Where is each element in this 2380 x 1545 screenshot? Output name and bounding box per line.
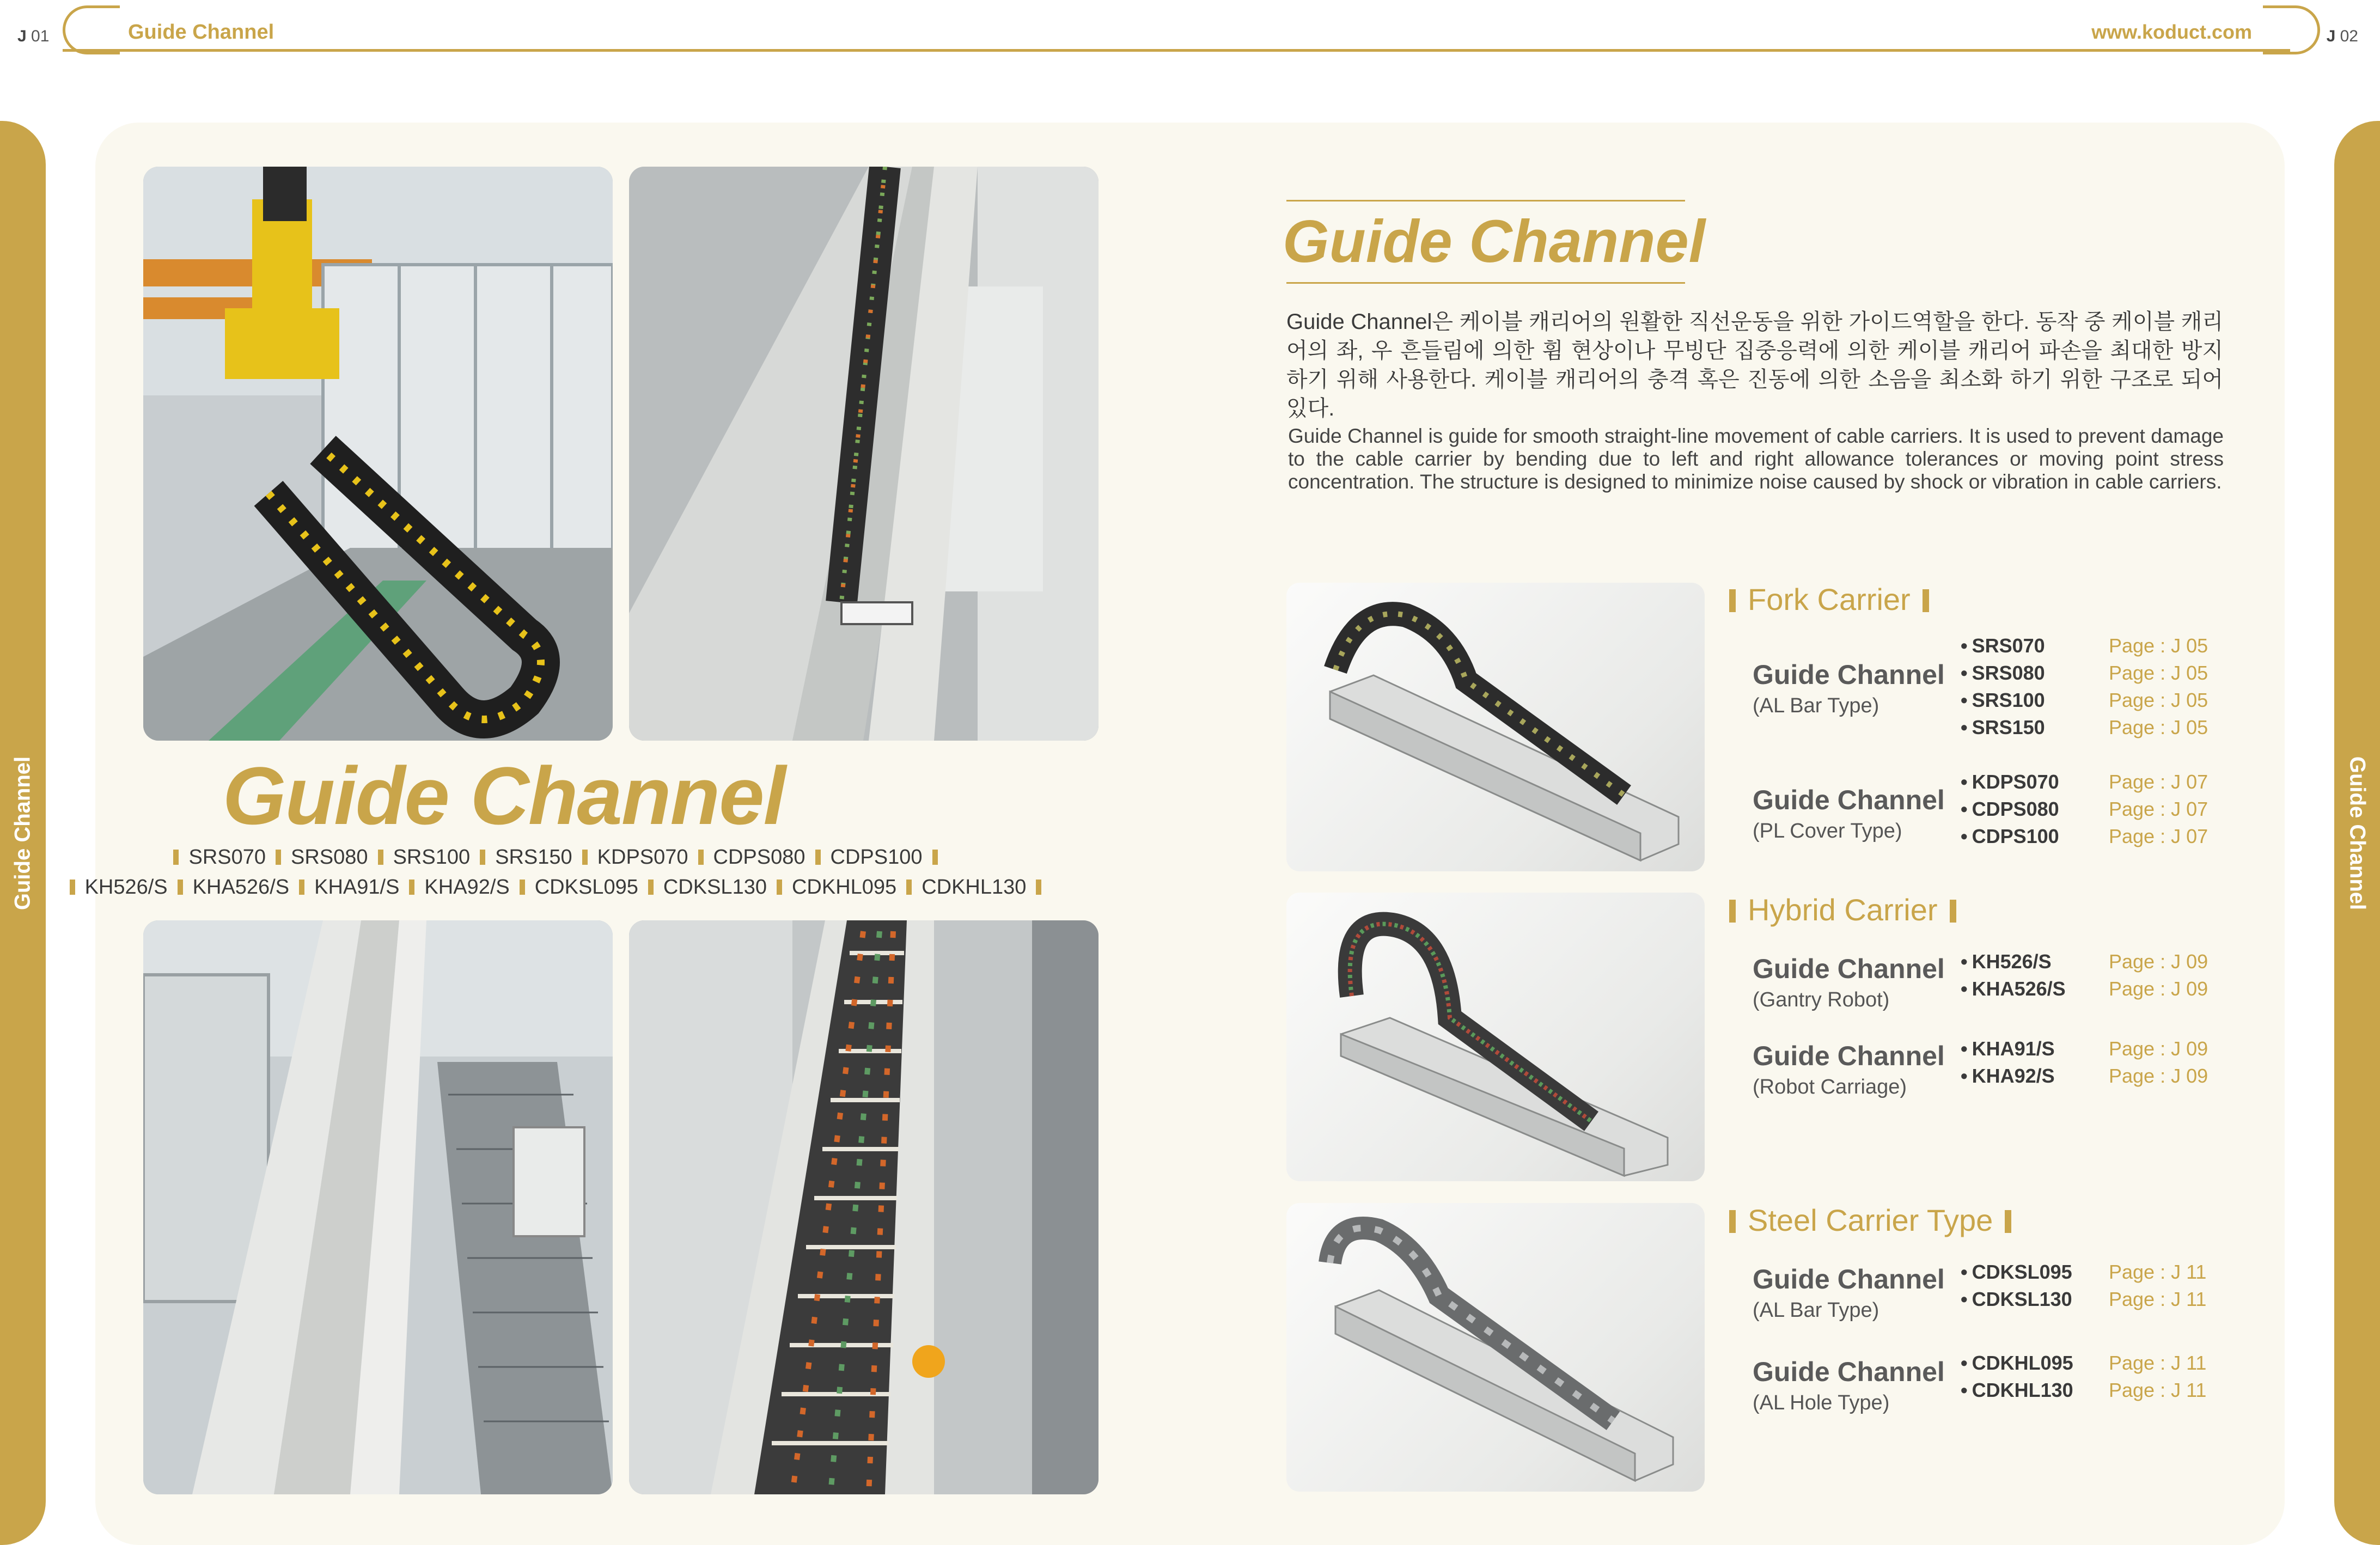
header-curve-right: [2263, 5, 2320, 54]
header-url-link[interactable]: www.koduct.com: [2091, 21, 2252, 43]
model-name: SRS150: [1972, 716, 2045, 738]
model-link[interactable]: [1961, 1261, 2072, 1284]
separator-bar: [698, 850, 704, 865]
bullet-icon: •: [1961, 662, 1968, 684]
photo-carrier-in-channel: [629, 920, 1099, 1494]
model-link[interactable]: [1961, 825, 2059, 848]
model-link[interactable]: [1961, 950, 2052, 973]
model-link[interactable]: [1961, 716, 2045, 739]
bullet-icon: •: [1961, 978, 1968, 1000]
separator-bar: [520, 880, 525, 895]
page-reference-link[interactable]: Page : J 09: [2109, 1065, 2208, 1087]
model-name: CDKHL130: [1972, 1379, 2073, 1401]
group-name: Guide Channel: [1753, 1357, 1945, 1387]
page-reference-link[interactable]: Page : J 05: [2109, 689, 2208, 711]
separator-bar: [582, 850, 588, 865]
page-reference-link[interactable]: Page : J 11: [2109, 1352, 2207, 1374]
model-tag[interactable]: CDKSL130: [663, 876, 767, 899]
model-link[interactable]: [1961, 1037, 2055, 1060]
right-title: Guide Channel: [1283, 208, 1706, 275]
model-tag[interactable]: SRS070: [188, 846, 266, 869]
page-number-left: J 01: [17, 27, 50, 45]
bullet-icon: •: [1961, 1379, 1968, 1401]
bullet-icon: •: [1961, 771, 1968, 793]
category-title-text: Hybrid Carrier: [1748, 893, 1938, 927]
left-big-title: Guide Channel: [222, 750, 785, 841]
model-link[interactable]: [1961, 978, 2066, 1000]
page-reference-link[interactable]: Page : J 09: [2109, 978, 2208, 1000]
model-name: KHA526/S: [1972, 978, 2066, 1000]
title-bar-right: [2005, 1210, 2011, 1233]
separator-bar: [1036, 880, 1041, 895]
page-reference-link[interactable]: Page : J 11: [2109, 1261, 2207, 1283]
model-link[interactable]: [1961, 689, 2045, 712]
group-name: Guide Channel: [1753, 785, 1945, 815]
group-subtype: (AL Hole Type): [1753, 1391, 1890, 1414]
model-name: SRS080: [1972, 662, 2045, 684]
side-tab-right[interactable]: [2334, 121, 2380, 1545]
page-reference-link[interactable]: Page : J 07: [2109, 825, 2208, 847]
photo-channel-top-view: [629, 167, 1099, 741]
separator-bar: [378, 850, 383, 865]
model-name: CDKSL130: [1972, 1288, 2072, 1310]
photo-robot-arm-carrier: [143, 167, 613, 741]
header-section-title: Guide Channel: [128, 21, 274, 44]
category-title-text: Steel Carrier Type: [1748, 1203, 1993, 1237]
separator-bar: [480, 850, 485, 865]
separator-bar: [906, 880, 912, 895]
category-title: [1729, 1202, 2011, 1238]
model-tag[interactable]: CDKSL095: [534, 876, 638, 899]
separator-bar: [178, 880, 183, 895]
bullet-icon: •: [1961, 1288, 1968, 1310]
bullet-icon: •: [1961, 634, 1968, 657]
model-tag[interactable]: SRS150: [495, 846, 572, 869]
model-link[interactable]: [1961, 1288, 2072, 1311]
image-hybrid-carrier-channel: [1286, 893, 1705, 1181]
bullet-icon: •: [1961, 689, 1968, 711]
description-korean: Guide Channel은 케이블 캐리어의 원활한 직선운동을 위한 가이드역할을 한다. 동작 중 케이블 캐리어의 좌, 우 흔들림에 의한 휨 현상이나 무빙단 집중응력에 의한 케이블 캐리어 파손을 최대한 방지 하기 위해 사용한다. 케이블 캐리어의 충격 혹은 진동에 의한 소음을 최소화 하기 위한 구조로 되어 있다.: [1286, 310, 2223, 420]
bullet-icon: •: [1961, 1352, 1968, 1374]
model-link[interactable]: [1961, 634, 2045, 657]
title-bar-left: [1729, 589, 1736, 612]
page-reference-link[interactable]: Page : J 05: [2109, 662, 2208, 684]
separator-bar: [777, 880, 782, 895]
model-link[interactable]: [1961, 662, 2045, 685]
group-name: Guide Channel: [1753, 1264, 1945, 1294]
category-title: [1729, 892, 1956, 927]
group-name: Guide Channel: [1753, 954, 1945, 984]
model-name: CDKHL095: [1972, 1352, 2073, 1374]
model-name: KHA91/S: [1972, 1037, 2055, 1060]
category-title: [1729, 582, 1929, 617]
group-name: Guide Channel: [1753, 659, 1945, 690]
description-english: Guide Channel is guide for smooth straight-line movement of cable carriers. It is used to prevent damage to the cable carrier by bending due to left and right allowance tolerances or moving point stress concentration. The structure is designed to minimize noise caused by shock or vibration in cable carriers.: [1288, 425, 2224, 493]
model-name: SRS070: [1972, 634, 2045, 657]
model-link[interactable]: [1961, 1065, 2055, 1088]
group-name: Guide Channel: [1753, 1041, 1945, 1071]
group-subtype: (AL Bar Type): [1753, 694, 1879, 717]
separator-bar: [409, 880, 414, 895]
title-rule-top: [1286, 200, 1685, 201]
model-name: KDPS070: [1972, 771, 2059, 793]
model-link[interactable]: [1961, 1379, 2073, 1402]
model-link[interactable]: [1961, 798, 2059, 821]
model-tag[interactable]: SRS080: [291, 846, 368, 869]
bullet-icon: •: [1961, 825, 1968, 847]
bullet-icon: •: [1961, 1261, 1968, 1283]
page-reference-link[interactable]: Page : J 11: [2109, 1379, 2207, 1401]
group-subtype: (PL Cover Type): [1753, 820, 1902, 842]
model-name: CDKSL095: [1972, 1261, 2072, 1283]
title-bar-left: [1729, 1210, 1736, 1233]
bullet-icon: •: [1961, 950, 1968, 973]
model-tag[interactable]: KDPS070: [597, 846, 688, 869]
model-tag[interactable]: CDKHL095: [791, 876, 897, 899]
separator-bar: [276, 850, 281, 865]
group-subtype: (Gantry Robot): [1753, 988, 1890, 1011]
title-bar-right: [1923, 589, 1929, 612]
model-list-row-2: [0, 876, 1111, 899]
model-tag[interactable]: KH526/S: [84, 876, 168, 899]
header-curve-left: [63, 5, 120, 54]
model-link[interactable]: [1961, 1352, 2073, 1375]
separator-bar: [648, 880, 654, 895]
photo-channel-floor: [143, 920, 613, 1494]
model-name: CDPS080: [1972, 798, 2059, 820]
page-reference-link[interactable]: Page : J 07: [2109, 798, 2208, 820]
separator-bar: [815, 850, 821, 865]
group-subtype: (AL Bar Type): [1753, 1299, 1879, 1322]
model-tag[interactable]: CDKHL130: [922, 876, 1027, 899]
bullet-icon: •: [1961, 1065, 1968, 1087]
model-tag[interactable]: KHA91/S: [314, 876, 400, 899]
model-tag[interactable]: KHA92/S: [424, 876, 510, 899]
model-name: KH526/S: [1972, 950, 2052, 973]
separator-bar: [70, 880, 75, 895]
page-reference-link[interactable]: Page : J 05: [2109, 716, 2208, 738]
model-tag[interactable]: CDPS080: [713, 846, 805, 869]
separator-bar: [299, 880, 304, 895]
title-bar-right: [1950, 900, 1956, 923]
model-tag[interactable]: SRS100: [393, 846, 471, 869]
bullet-icon: •: [1961, 716, 1968, 738]
model-list-row-1: [0, 846, 1111, 869]
page-reference-link[interactable]: Page : J 07: [2109, 771, 2208, 793]
separator-bar: [173, 850, 179, 865]
title-rule-bottom: [1286, 282, 1685, 284]
page-reference-link[interactable]: Page : J 11: [2109, 1288, 2207, 1310]
page-reference-link[interactable]: Page : J 09: [2109, 950, 2208, 973]
title-bar-left: [1729, 900, 1736, 923]
image-steel-carrier-channel: [1286, 1203, 1705, 1492]
model-name: SRS100: [1972, 689, 2045, 711]
group-subtype: (Robot Carriage): [1753, 1076, 1907, 1098]
side-tab-left-label: Guide Channel: [10, 756, 35, 910]
page-number-right: J 02: [2326, 27, 2358, 45]
page-reference-link[interactable]: Page : J 09: [2109, 1037, 2208, 1060]
model-link[interactable]: [1961, 771, 2059, 793]
model-tag[interactable]: KHA526/S: [192, 876, 290, 899]
image-fork-carrier-channel: [1286, 583, 1705, 871]
bullet-icon: •: [1961, 798, 1968, 820]
model-name: KHA92/S: [1972, 1065, 2055, 1087]
model-name: CDPS100: [1972, 825, 2059, 847]
category-title-text: Fork Carrier: [1748, 582, 1911, 616]
header-rule: [63, 49, 2290, 52]
bullet-icon: •: [1961, 1037, 1968, 1060]
separator-bar: [932, 850, 938, 865]
side-tab-right-label: Guide Channel: [2345, 756, 2370, 910]
page-reference-link[interactable]: Page : J 05: [2109, 634, 2208, 657]
model-tag[interactable]: CDPS100: [830, 846, 923, 869]
